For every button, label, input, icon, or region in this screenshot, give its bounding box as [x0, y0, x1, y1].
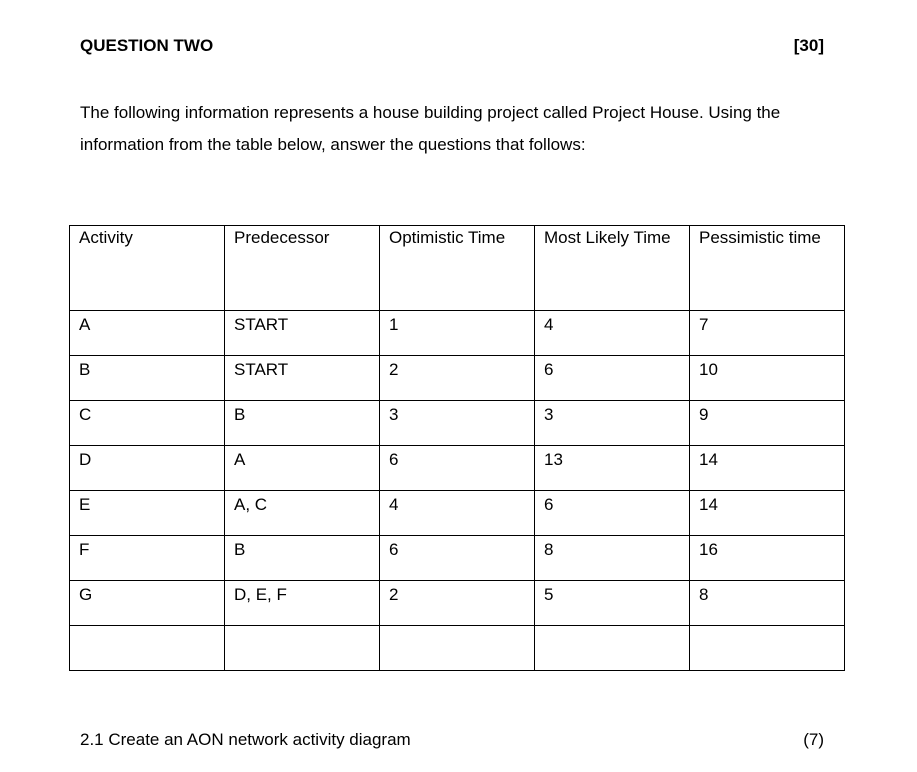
cell-pessimistic: 8	[690, 581, 845, 626]
cell-optimistic: 6	[380, 536, 535, 581]
question-title: QUESTION TWO	[80, 36, 214, 55]
cell-activity: B	[70, 356, 225, 401]
cell-predecessor: B	[225, 401, 380, 446]
table-row	[70, 581, 845, 626]
header-optimistic-time: Optimistic Time	[380, 226, 535, 311]
table-header-row	[70, 226, 845, 311]
cell-most-likely: 13	[535, 446, 690, 491]
cell-pessimistic	[690, 626, 845, 671]
header-activity: Activity	[70, 226, 225, 311]
header-predecessor: Predecessor	[225, 226, 380, 311]
header-most-likely-time: Most Likely Time	[535, 226, 690, 311]
cell-predecessor: B	[225, 536, 380, 581]
cell-pessimistic: 14	[690, 446, 845, 491]
subquestion-text: 2.1 Create an AON network activity diagram	[80, 730, 411, 749]
cell-optimistic: 1	[380, 311, 535, 356]
cell-optimistic: 4	[380, 491, 535, 536]
cell-activity: A	[70, 311, 225, 356]
cell-predecessor: D, E, F	[225, 581, 380, 626]
cell-activity: E	[70, 491, 225, 536]
cell-optimistic: 2	[380, 356, 535, 401]
cell-most-likely: 6	[535, 356, 690, 401]
cell-most-likely: 5	[535, 581, 690, 626]
cell-optimistic	[380, 626, 535, 671]
cell-pessimistic: 7	[690, 311, 845, 356]
header-pessimistic-time: Pessimistic time	[690, 226, 845, 311]
cell-activity: D	[70, 446, 225, 491]
table-row	[70, 356, 845, 401]
cell-most-likely: 3	[535, 401, 690, 446]
cell-most-likely: 6	[535, 491, 690, 536]
cell-most-likely: 8	[535, 536, 690, 581]
cell-activity: F	[70, 536, 225, 581]
table-row	[70, 446, 845, 491]
cell-optimistic: 3	[380, 401, 535, 446]
subquestion-marks: (7)	[803, 730, 824, 749]
table-row-empty	[70, 626, 845, 671]
table-row	[70, 536, 845, 581]
cell-optimistic: 2	[380, 581, 535, 626]
cell-pessimistic: 10	[690, 356, 845, 401]
cell-predecessor: START	[225, 311, 380, 356]
question-marks: [30]	[793, 36, 824, 55]
activity-table	[69, 225, 845, 671]
table-row	[70, 311, 845, 356]
cell-pessimistic: 9	[690, 401, 845, 446]
cell-pessimistic: 14	[690, 491, 845, 536]
cell-activity: G	[70, 581, 225, 626]
cell-pessimistic: 16	[690, 536, 845, 581]
cell-activity: C	[70, 401, 225, 446]
cell-activity	[70, 626, 225, 671]
cell-predecessor: A	[225, 446, 380, 491]
table-row	[70, 401, 845, 446]
intro-paragraph: The following information represents a house building project called Project House. Using the information from the table below, answer the questions that follows:	[80, 103, 781, 154]
table-row	[70, 491, 845, 536]
cell-optimistic: 6	[380, 446, 535, 491]
cell-most-likely: 4	[535, 311, 690, 356]
cell-most-likely	[535, 626, 690, 671]
cell-predecessor	[225, 626, 380, 671]
cell-predecessor: A, C	[225, 491, 380, 536]
cell-predecessor: START	[225, 356, 380, 401]
